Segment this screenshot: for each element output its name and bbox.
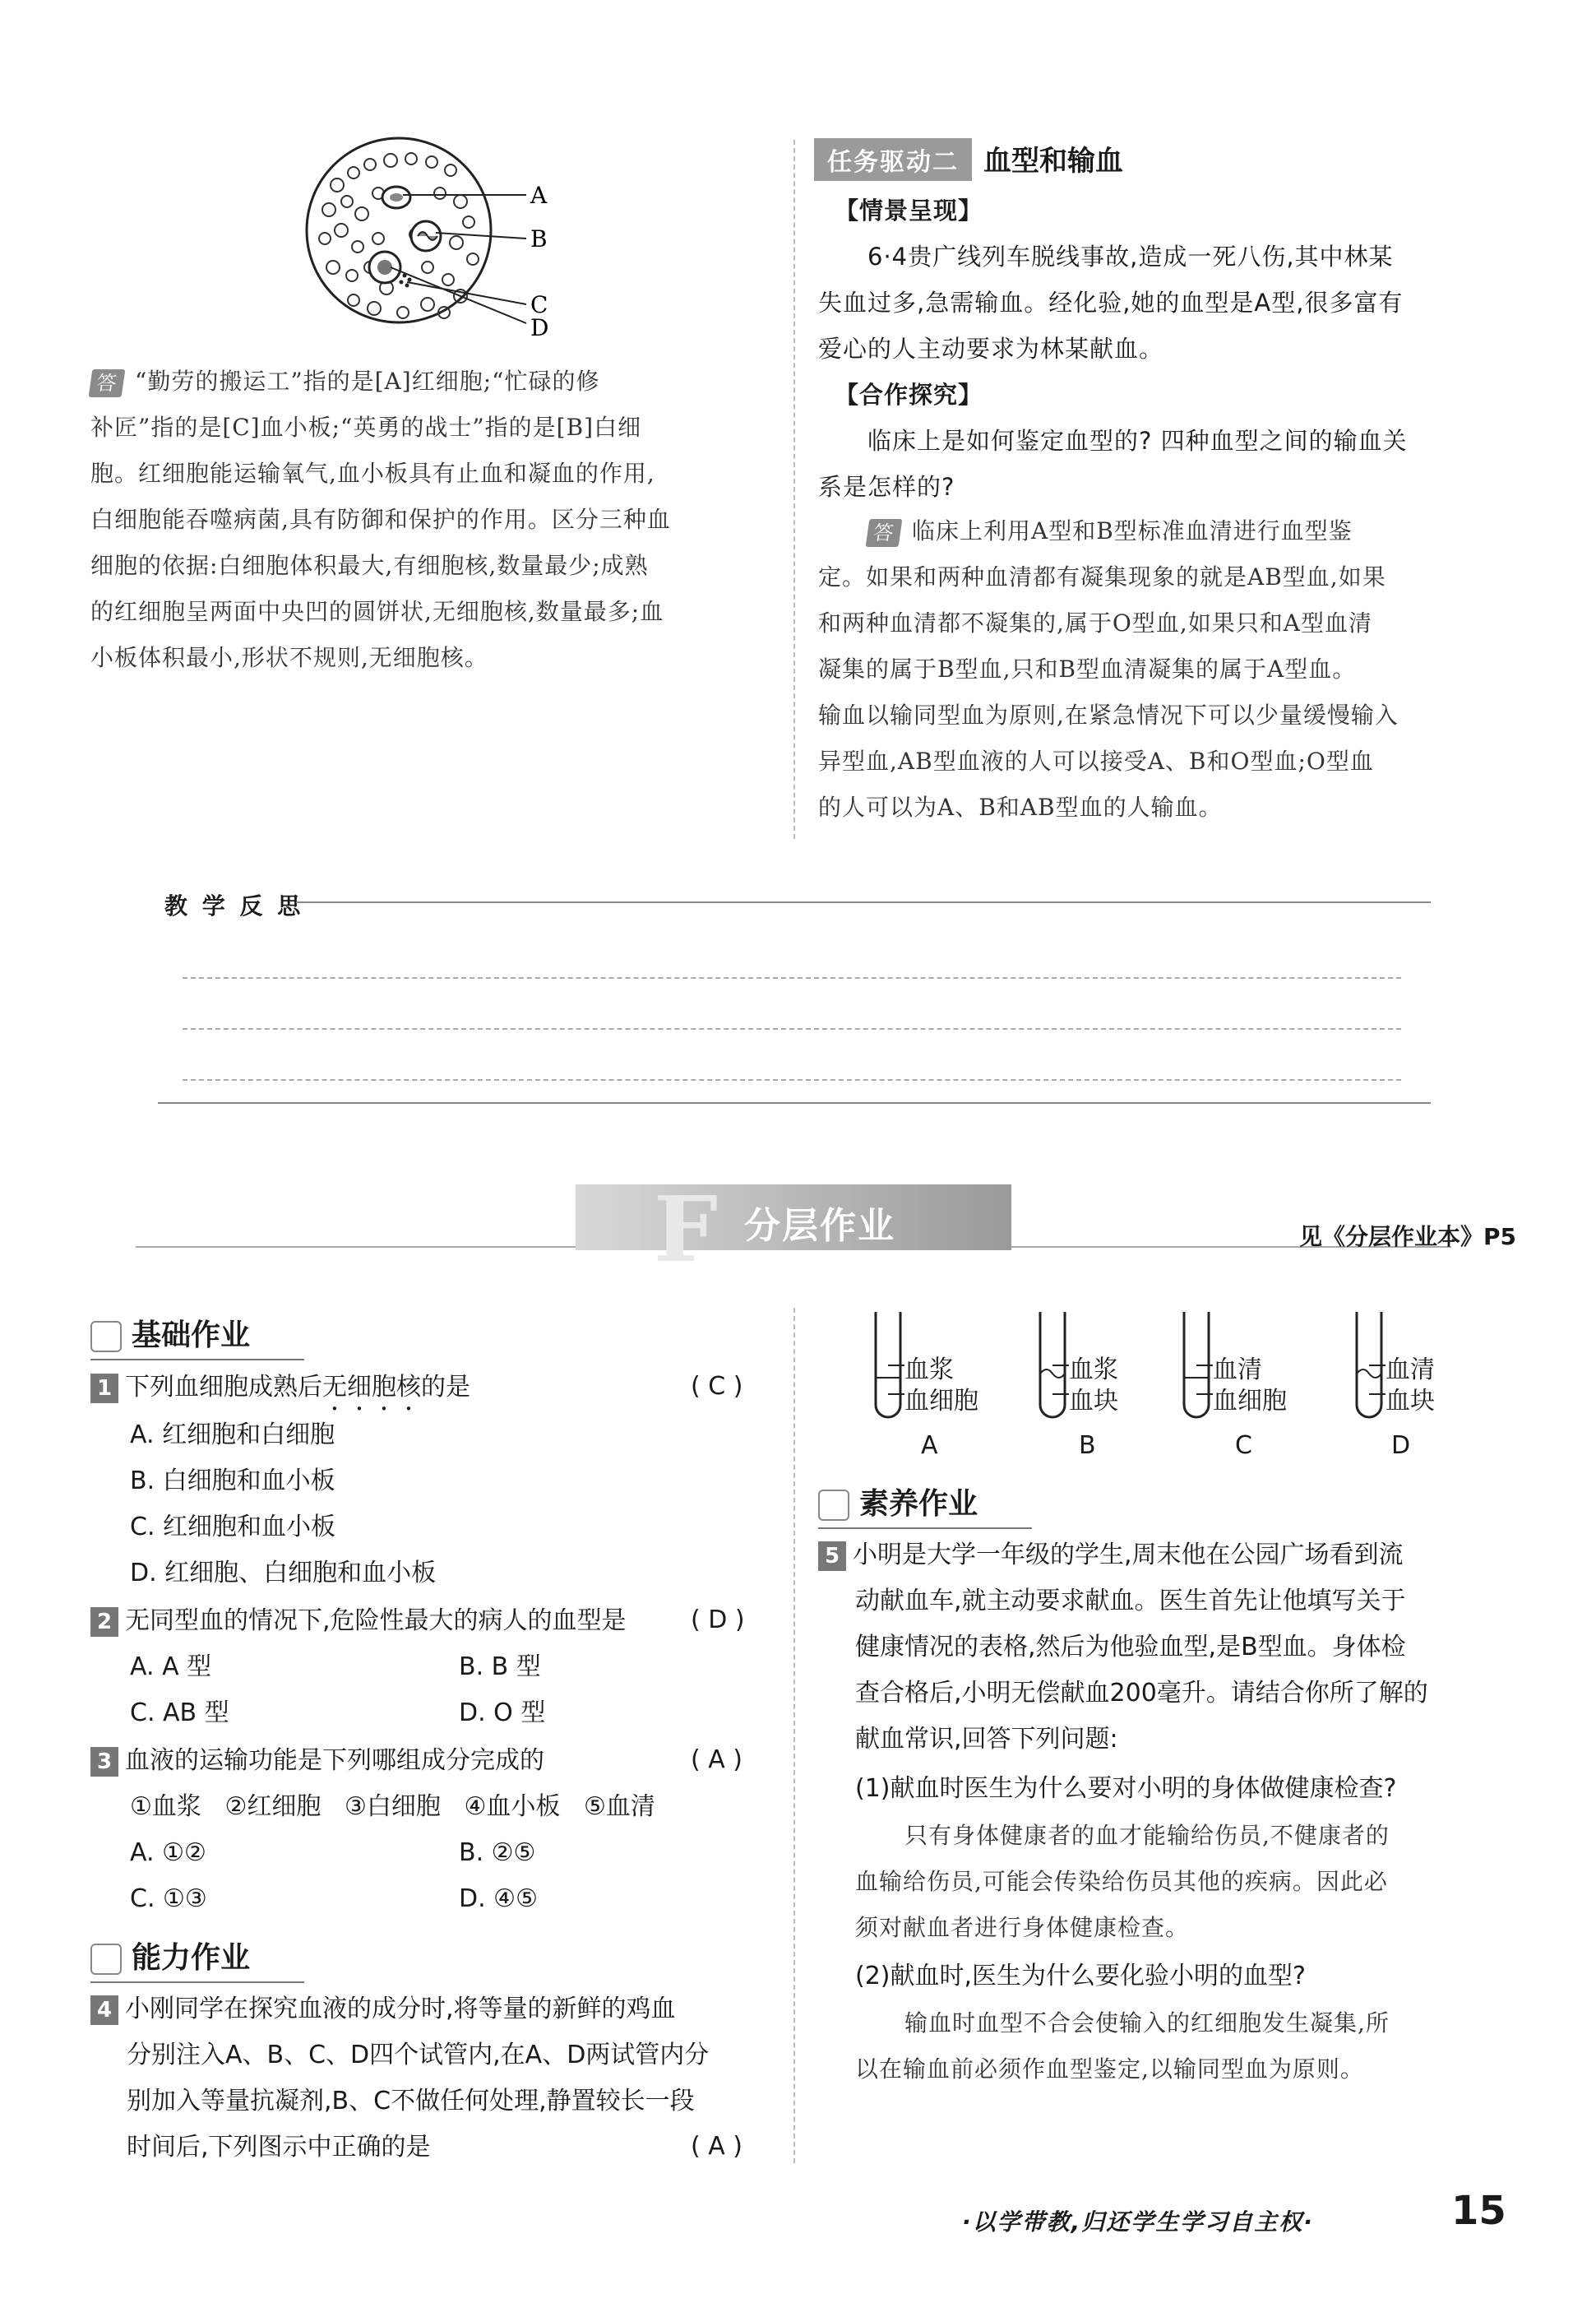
q1-stem [90,1364,470,1416]
tube-b-top: 血浆 [1069,1355,1118,1384]
q4-text: 小刚同学在探究血液的成分时,将等量的新鲜的鸡血 [125,1995,676,2023]
answer-line: 只有身体健康者的血才能输给伤员,不健康者的 [904,1822,1390,1849]
blood-cell-diagram [304,136,576,341]
q4-answer: ( A ) [691,2132,743,2161]
answer-line: 的人可以为A、B和AB型血的人输血。 [818,794,1223,821]
answer-line: 凝集的属于B型血,只和B型血清凝集的属于A型血。 [818,656,1357,683]
reflection-topline [296,901,1431,903]
answer-line: 须对献血者进行身体健康检查。 [855,1914,1190,1941]
task2-title: 血型和输血 [983,145,1123,178]
page-number: 15 [1451,2188,1506,2234]
task2-tag: 任务驱动二 [814,138,972,181]
q1-answer: ( C ) [691,1372,743,1401]
answer-line: 和两种血清都不凝集的,属于O型血,如果只和A型血清 [818,609,1372,637]
q4-number: 4 [90,1995,118,2025]
tube-a-letter: A [921,1431,938,1460]
column-divider [793,140,795,839]
scene-line: 爱心的人主动要求为林某献血。 [818,335,1164,363]
q2-option: A. A 型 [130,1652,212,1681]
tube-a-top: 血浆 [904,1355,954,1384]
banner-title: 分层作业 [744,1205,895,1247]
q5-answer1 [855,1813,1513,1951]
q2-answer: ( D ) [691,1606,745,1634]
q3-stem-text: 血液的运输功能是下列哪组成分完成的 [125,1746,544,1775]
q2-stem-text: 无同型血的情况下,危险性最大的病人的血型是 [125,1606,627,1635]
basic-heading-text: 基础作业 [132,1318,251,1352]
answer-line: 输血时血型不合会使输入的红细胞发生凝集,所 [904,2009,1390,2037]
coop-line: 临床上是如何鉴定血型的? 四种血型之间的输血关 [867,427,1408,455]
tube-d-top: 血清 [1386,1355,1435,1384]
answer-line: “勤劳的搬运工”指的是[A]红细胞;“忙碌的修 [135,368,600,395]
answer-line: 血输给伤员,可能会传染给伤员其他的疾病。因此必 [855,1868,1388,1895]
banner-box [576,1176,1011,1282]
diagram-label-a: A [530,182,548,209]
coop-line: 系是怎样的? [818,473,955,501]
q4-line: 别加入等量抗凝剂,B、C不做任何处理,静置较长一段 [127,2087,695,2115]
q3-stem [90,1737,544,1785]
tube-c-bottom: 血细胞 [1213,1387,1287,1416]
q4-line [90,1986,676,2033]
diagram-label-d: D [530,314,549,341]
q5-line: 查合格后,小明无偿献血200毫升。请结合你所了解的 [855,1679,1428,1708]
reflection-line [183,977,1401,979]
q3-option: B. ②⑤ [459,1838,536,1867]
tube-b-letter: B [1079,1431,1096,1460]
q3-option: D. ④⑤ [459,1884,538,1913]
q5-line: 动献血车,就主动要求献血。医生首先让他填写关于 [855,1587,1406,1615]
q3-items: ①血浆 ②红细胞 ③白细胞 ④血小板 ⑤血清 [130,1792,655,1821]
arrow-icon [90,1944,122,1975]
tube-c-letter: C [1235,1431,1252,1460]
ability-heading-text: 能力作业 [132,1941,251,1975]
tube-d-bottom: 血块 [1386,1387,1435,1416]
q4-line: 时间后,下列图示中正确的是 [127,2133,431,2162]
q3-option: A. ①② [130,1838,206,1867]
scene-line: 失血过多,急需输血。经化验,她的血型是A型,很多富有 [818,289,1404,317]
q1-option: A. 红细胞和白细胞 [130,1420,335,1449]
q1-option: C. 红细胞和血小板 [130,1513,336,1541]
q5-answer2 [855,2000,1513,2092]
answer-line: 以在输血前必须作血型鉴定,以输同型血为原则。 [855,2055,1364,2083]
basic-heading [90,1312,250,1354]
scene-line: 6·4贵广线列车脱线事故,造成一死八伤,其中林某 [867,243,1394,271]
diagram-label-b: B [530,225,548,253]
tube-b-bottom: 血块 [1069,1387,1118,1416]
q1-option: D. 红细胞、白细胞和血小板 [130,1559,437,1587]
answer-line: 小板体积最小,形状不规则,无细胞核。 [90,644,488,671]
task2-header [814,138,1123,181]
q5-text: 小明是大学一年级的学生,周末他在公园广场看到流 [853,1541,1404,1569]
left-answer [90,359,773,681]
answer-line: 临床上利用A型和B型标准血清进行血型鉴 [912,517,1353,544]
literacy-heading-text: 素养作业 [859,1487,978,1521]
answer-line: 细胞的依据:白细胞体积最大,有细胞核,数量最少;成熟 [90,552,649,579]
q2-option: C. AB 型 [130,1698,229,1727]
tube-d-letter: D [1391,1431,1411,1460]
q2-stem [90,1597,627,1645]
q1-stem-emphasis: 无细胞核 [322,1373,421,1402]
answer-line: 异型血,AB型血液的人可以接受A、B和O型血;O型血 [818,748,1374,775]
answer-line: 白细胞能吞噬病菌,具有防御和保护的作用。区分三种血 [90,506,671,533]
reflection-line [183,1028,1401,1030]
coop-heading: 【合作探究】 [835,381,983,409]
tube-a-bottom: 血细胞 [904,1387,978,1416]
answer-badge: 答 [866,519,903,547]
arrow-icon [818,1490,849,1521]
q2-option: D. O 型 [459,1698,546,1727]
reflection-frame [158,1102,1431,1104]
banner-reference: 见《分层作业本》P5 [1299,1223,1517,1250]
answer-line: 补匠”指的是[C]血小板;“英勇的战士”指的是[B]白细 [90,414,642,441]
q1-number: 1 [90,1374,118,1403]
reflection-title: 教 学 反 思 [164,892,304,920]
q2-option: B. B 型 [459,1652,541,1681]
reflection-line [183,1079,1401,1081]
q1-stem-post: 的是 [421,1373,470,1402]
task2-answer [818,508,1509,831]
q5-sub1: (1)献血时医生为什么要对小明的身体做健康检查? [855,1774,1397,1803]
q5-line: 献血常识,回答下列问题: [855,1725,1118,1754]
banner-letter: F [654,1176,719,1282]
diagram-label-c: C [530,291,548,318]
answer-line: 定。如果和两种血清都有凝集现象的就是AB型血,如果 [818,563,1386,591]
q4-line: 分别注入A、B、C、D四个试管内,在A、D两试管内分 [127,2041,710,2069]
arrow-icon [90,1321,122,1352]
answer-line: 胞。红细胞能运输氧气,血小板具有止血和凝血的作用, [90,460,655,487]
q3-number: 3 [90,1747,118,1777]
answer-line: 的红细胞呈两面中央凹的圆饼状,无细胞核,数量最多;血 [90,598,664,625]
answer-badge: 答 [89,369,126,397]
tube-c-top: 血清 [1213,1355,1262,1384]
q5-sub2: (2)献血时,医生为什么要化验小明的血型? [855,1962,1306,1990]
task2-body [818,188,1509,510]
q2-number: 2 [90,1607,118,1637]
q1-stem-pre: 下列血细胞成熟后 [125,1373,322,1402]
scene-heading: 【情景呈现】 [835,197,983,225]
q5-number: 5 [818,1541,846,1571]
q3-answer: ( A ) [691,1745,743,1774]
ability-heading [90,1935,250,1976]
literacy-heading [818,1480,978,1522]
answer-line: 输血以输同型血为原则,在紧急情况下可以少量缓慢输入 [818,702,1399,729]
footer-slogan: ·以学带教,归还学生学习自主权· [962,2208,1314,2236]
q5-line: 健康情况的表格,然后为他验血型,是B型血。身体检 [855,1633,1406,1661]
q1-option: B. 白细胞和血小板 [130,1467,335,1495]
column-divider-lower [793,1308,795,2163]
q3-option: C. ①③ [130,1884,207,1913]
q5-line [818,1531,1404,1579]
